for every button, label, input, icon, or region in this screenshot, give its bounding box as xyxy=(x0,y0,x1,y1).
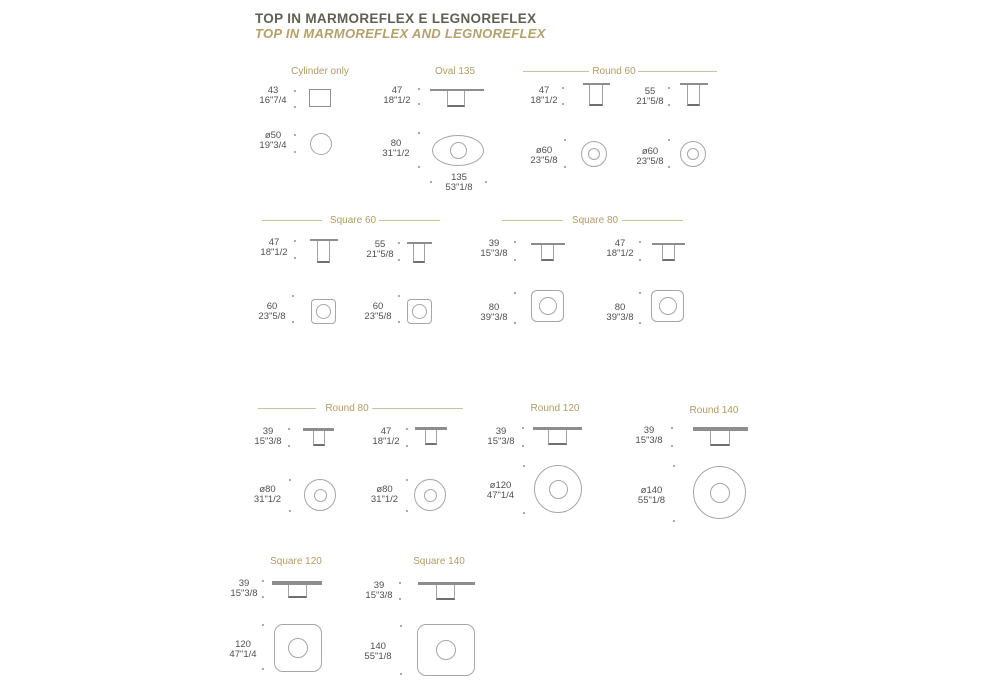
dimension-ticks xyxy=(564,139,566,168)
side-view-cylinder xyxy=(309,89,331,107)
dimension-ticks xyxy=(288,428,290,447)
dim-cm: 39 xyxy=(488,238,500,249)
dim-width xyxy=(603,303,637,322)
top-view-pedestal-circle xyxy=(710,483,730,503)
dim-inch: 16"7/4 xyxy=(259,94,287,106)
dim-inch: 53"1/8 xyxy=(445,181,473,193)
dim-diameter xyxy=(633,147,667,166)
page-title: TOP IN MARMOREFLEX E LEGNOREFLEX xyxy=(255,11,537,26)
top-view-square xyxy=(311,299,336,324)
side-view-pedestal xyxy=(662,245,675,261)
top-view-pedestal-circle xyxy=(424,489,437,502)
dimension-ticks xyxy=(514,241,516,261)
top-view-pedestal-circle xyxy=(316,304,331,319)
dim-inch: 31"1/2 xyxy=(382,147,410,159)
top-view-ellipse xyxy=(432,135,484,166)
dim-cm: ø140 xyxy=(640,485,663,496)
dim-diameter xyxy=(527,146,561,165)
dim-diameter xyxy=(482,481,519,500)
top-view-circle xyxy=(310,133,332,155)
top-view-square xyxy=(651,290,684,322)
dim-inch: 15"3/8 xyxy=(230,587,258,599)
dim-cm: 39 xyxy=(238,578,250,589)
dim-cm: ø80 xyxy=(259,484,276,495)
label-rule-right xyxy=(372,408,463,409)
dim-inch: 18"1/2 xyxy=(383,94,411,106)
top-view-square xyxy=(531,290,564,322)
dim-inch: 15"3/8 xyxy=(480,247,508,259)
side-view-pedestal xyxy=(313,431,325,446)
dim-cm: ø80 xyxy=(376,484,393,495)
dim-cm: 39 xyxy=(643,425,655,436)
dim-cm: 55 xyxy=(644,86,656,97)
group-label: Round 60 xyxy=(592,66,636,77)
label-rule-left xyxy=(502,220,563,221)
dim-width xyxy=(361,302,395,321)
group-label: Round 120 xyxy=(530,403,580,414)
dim-cm: 55 xyxy=(374,239,386,250)
group-label: Cylinder only xyxy=(291,66,349,77)
side-view-pedestal xyxy=(687,85,700,106)
dim-height xyxy=(251,427,285,446)
top-view-pedestal-circle xyxy=(539,297,557,315)
dim-cm: 60 xyxy=(372,301,384,312)
top-view-pedestal-circle xyxy=(436,640,456,660)
dim-inch: 15"3/8 xyxy=(487,435,515,447)
dim-diameter xyxy=(249,485,286,504)
dimension-ticks xyxy=(673,465,675,522)
top-view-square xyxy=(417,624,475,676)
dimension-ticks xyxy=(399,582,401,600)
dim-cm: 47 xyxy=(391,85,403,96)
side-view-pedestal xyxy=(317,241,330,263)
dimension-ticks xyxy=(294,240,296,259)
dim-inch: 18"1/2 xyxy=(530,94,558,106)
dim-inch: 31"1/2 xyxy=(370,493,399,505)
top-view-square xyxy=(274,624,322,672)
top-view-pedestal-circle xyxy=(549,480,568,499)
group-label: Square 140 xyxy=(413,556,465,567)
dim-inch: 18"1/2 xyxy=(372,435,400,447)
dim-height xyxy=(527,86,561,105)
group-label: Square 80 xyxy=(571,215,619,226)
dim-cm: 47 xyxy=(538,85,550,96)
dim-cm: 80 xyxy=(390,138,402,149)
dim-diameter xyxy=(256,131,290,150)
top-view-circle xyxy=(304,479,336,511)
side-view-pedestal xyxy=(541,245,554,261)
side-view-pedestal xyxy=(710,431,730,446)
dim-inch: 23"5/8 xyxy=(364,310,392,322)
dim-cm: 120 xyxy=(235,639,251,650)
dim-height xyxy=(603,239,637,258)
label-rule-right xyxy=(622,220,683,221)
top-view-circle xyxy=(414,479,446,511)
dim-cm: 47 xyxy=(268,237,280,248)
side-view-pedestal xyxy=(288,585,307,598)
dim-cm: ø60 xyxy=(535,145,553,156)
dim-inch: 21"5/8 xyxy=(366,248,394,260)
top-view-circle xyxy=(534,465,582,513)
label-rule-right xyxy=(638,71,717,72)
dim-width xyxy=(378,139,414,158)
label-rule-left xyxy=(262,220,322,221)
top-view-pedestal-circle xyxy=(314,489,327,502)
dimension-ticks xyxy=(294,90,296,108)
dim-cm: 80 xyxy=(614,302,626,313)
dim-inch: 31"1/2 xyxy=(253,493,282,505)
dimension-ticks xyxy=(294,134,296,153)
dimension-ticks xyxy=(418,132,420,168)
dimension-ticks xyxy=(406,428,408,447)
dim-cm: 47 xyxy=(614,238,626,249)
group-label: Round 140 xyxy=(689,405,739,416)
dim-inch: 47"1/4 xyxy=(486,489,515,501)
dim-width xyxy=(360,642,396,661)
dim-inch: 18"1/2 xyxy=(606,247,634,259)
dimension-ticks xyxy=(406,479,408,512)
dim-inch: 18"1/2 xyxy=(260,246,288,258)
dim-inch: 23"5/8 xyxy=(636,155,664,167)
dim-inch: 55"1/8 xyxy=(364,650,392,662)
side-view-pedestal xyxy=(413,244,425,263)
label-rule-right xyxy=(379,220,440,221)
top-view-pedestal-circle xyxy=(687,148,699,160)
dimension-ticks xyxy=(639,292,641,324)
dim-width xyxy=(255,302,289,321)
dimension-ticks xyxy=(668,87,670,106)
dim-width xyxy=(225,640,261,659)
dimension-ticks xyxy=(262,624,264,670)
page-subtitle: TOP IN MARMOREFLEX AND LEGNOREFLEX xyxy=(255,26,546,41)
dim-inch: 39"3/8 xyxy=(480,311,508,323)
dim-cm: 39 xyxy=(495,426,507,437)
dim-inch: 15"3/8 xyxy=(365,589,393,601)
dimension-ticks xyxy=(398,242,400,261)
dim-cm: 43 xyxy=(267,85,279,96)
dim-inch: 21"5/8 xyxy=(636,95,664,107)
dim-height xyxy=(632,426,666,445)
dim-cm: ø120 xyxy=(489,480,512,491)
group-label: Oval 135 xyxy=(434,66,476,77)
top-view-pedestal-circle xyxy=(412,304,427,319)
dim-cm: 47 xyxy=(380,426,392,437)
top-view-pedestal-circle xyxy=(588,148,600,160)
dim-cm: 39 xyxy=(373,580,385,591)
dim-height xyxy=(257,238,291,257)
dim-height xyxy=(484,427,518,446)
label-rule-left xyxy=(258,408,316,409)
dimension-ticks xyxy=(292,295,294,323)
side-view-pedestal xyxy=(425,430,437,445)
top-view-pedestal-circle xyxy=(659,297,677,315)
group-label: Square 60 xyxy=(329,215,377,226)
dim-inch: 47"1/4 xyxy=(229,648,257,660)
dim-inch: 15"3/8 xyxy=(254,435,282,447)
label-rule-left xyxy=(523,71,589,72)
dimension-ticks xyxy=(514,292,516,324)
side-view-pedestal xyxy=(589,85,603,106)
top-view-pedestal-circle xyxy=(288,638,308,658)
dim-height xyxy=(362,581,396,600)
dimension-ticks xyxy=(671,427,673,447)
dimension-ticks xyxy=(289,479,291,512)
top-view-pedestal-circle xyxy=(450,142,467,159)
dim-inch: 23"5/8 xyxy=(530,154,558,166)
dim-length xyxy=(440,173,478,192)
dimension-ticks xyxy=(639,241,641,261)
dim-inch: 39"3/8 xyxy=(606,311,634,323)
dim-height xyxy=(369,427,403,446)
dim-inch: 19"3/4 xyxy=(259,139,287,151)
dimension-ticks xyxy=(523,465,525,514)
dim-diameter xyxy=(633,486,670,505)
dim-cm: 60 xyxy=(266,301,278,312)
dim-height xyxy=(380,86,414,105)
dim-inch: 23"5/8 xyxy=(258,310,286,322)
top-view-circle xyxy=(680,141,706,167)
dim-inch: 55"1/8 xyxy=(637,494,666,506)
dim-height xyxy=(256,86,290,105)
dim-cm: 135 xyxy=(451,172,467,183)
dim-width xyxy=(477,303,511,322)
dim-height xyxy=(227,579,261,598)
side-view-pedestal xyxy=(447,91,465,107)
dimension-ticks xyxy=(418,88,420,105)
side-view-pedestal xyxy=(548,430,567,445)
dimension-ticks xyxy=(522,427,524,447)
dimension-ticks xyxy=(562,87,564,105)
group-label: Round 80 xyxy=(325,403,369,414)
dimension-ticks xyxy=(400,625,402,675)
top-view-circle xyxy=(581,141,607,167)
top-view-square xyxy=(407,299,432,324)
dimension-ticks xyxy=(668,139,670,168)
dim-diameter xyxy=(366,485,403,504)
dim-cm: 39 xyxy=(262,426,274,437)
dim-cm: ø50 xyxy=(264,130,282,141)
top-view-circle xyxy=(693,466,746,519)
dim-height xyxy=(477,239,511,258)
side-view-pedestal xyxy=(436,585,455,600)
group-label: Square 120 xyxy=(270,556,322,567)
dimension-ticks xyxy=(262,580,264,598)
dim-cm: 140 xyxy=(370,641,386,652)
dim-height xyxy=(633,87,667,106)
dimension-ticks xyxy=(398,295,400,323)
dim-cm: 80 xyxy=(488,302,500,313)
dim-height xyxy=(363,240,397,259)
dim-inch: 15"3/8 xyxy=(635,434,663,446)
dim-cm: ø60 xyxy=(641,146,659,157)
